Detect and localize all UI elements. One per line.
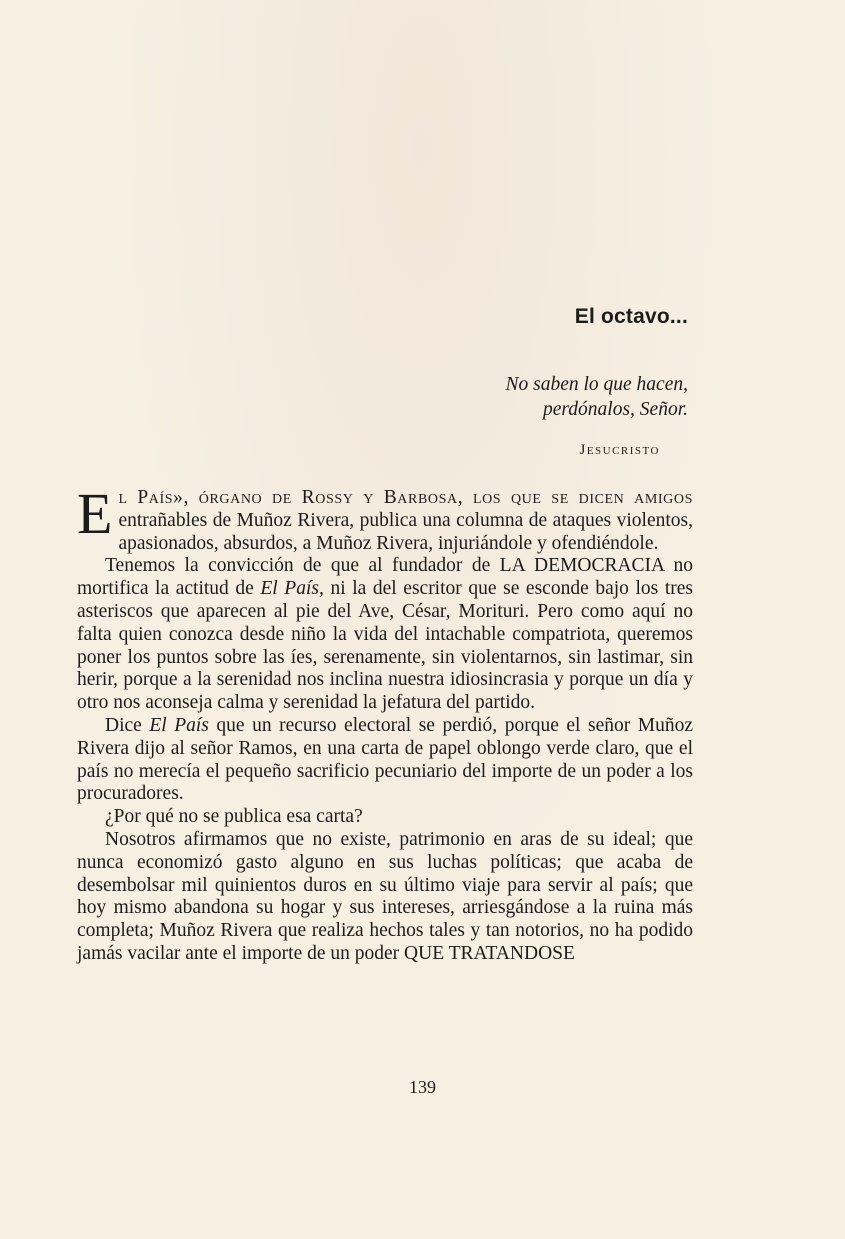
paragraph-2-text-a: Tenemos la convicción de que al fundador de LA DEMOCRACIA no mortifica la actitud de <box>77 555 693 600</box>
paragraph-5: Nosotros afirmamos que no existe, patrimonio en aras de su ideal; que nunca economizó gasto alguno en sus luchas políticas; que acaba de desembolsar mil quinientos duros en su último viaje para servir al país; que hoy mismo abandona su hogar y sus intereses, arriesgándose a la ruina más completa; Muñoz Rivera que realiza hechos tales y tan notorios, no ha podido jamás vacilar ante el importe de un poder QUE TRATANDOSE <box>77 828 693 964</box>
body-text <box>77 481 693 966</box>
newspaper-name: El País, <box>260 578 324 600</box>
paragraph-2-text-b: ni la del escritor que se esconde bajo los tres asteriscos que aparecen al pie del Ave, César, Morituri. Pero como aquí no falta quien conozca desde niño la vida del intachable compatriota, queremos poner los puntos sobre las íes, serenamente, sin violentarnos, sin lastimar, sin herir, porque a la serenidad nos inclina nuestra idiosincrasia y porque un día y otro nos aconseja calma y serenidad la jefatura del partido. <box>77 578 693 714</box>
paragraph-3-text-b: que un recurso electoral se perdió, porque el señor Muñoz Rivera dijo al señor Ramos, en una carta de papel oblongo verde claro, que el país no merecía el pequeño sacrificio pecuniario del importe de un poder a los procuradores. <box>77 714 693 805</box>
page-number: 139 <box>409 1077 436 1097</box>
paragraph-1-text: entrañables de Muñoz Rivera, publica una columna de ataques violentos, apasionados, absurdos, a Muñoz Rivera, injuriándole y ofendiéndole. <box>118 509 693 554</box>
epigraph-attribution: Jesucristo <box>579 442 660 458</box>
paragraph-3-text-a: Dice <box>105 714 150 736</box>
newspaper-name: El País <box>149 714 209 736</box>
chapter-title: El octavo... <box>574 305 688 328</box>
epigraph-line-2: perdónalos, Señor. <box>543 399 688 420</box>
drop-cap: E <box>77 481 113 546</box>
epigraph-line-1: No saben lo que hacen, <box>505 374 688 395</box>
paragraph-3 <box>77 715 693 806</box>
paragraph-2 <box>77 555 693 715</box>
paragraph-1-lead: l País», órgano de Rossy y Barbosa, los que se dicen amigos <box>118 487 693 508</box>
paragraph-1 <box>77 481 693 555</box>
epigraph <box>288 372 688 422</box>
paragraph-4: ¿Por qué no se publica esa carta? <box>105 806 363 828</box>
